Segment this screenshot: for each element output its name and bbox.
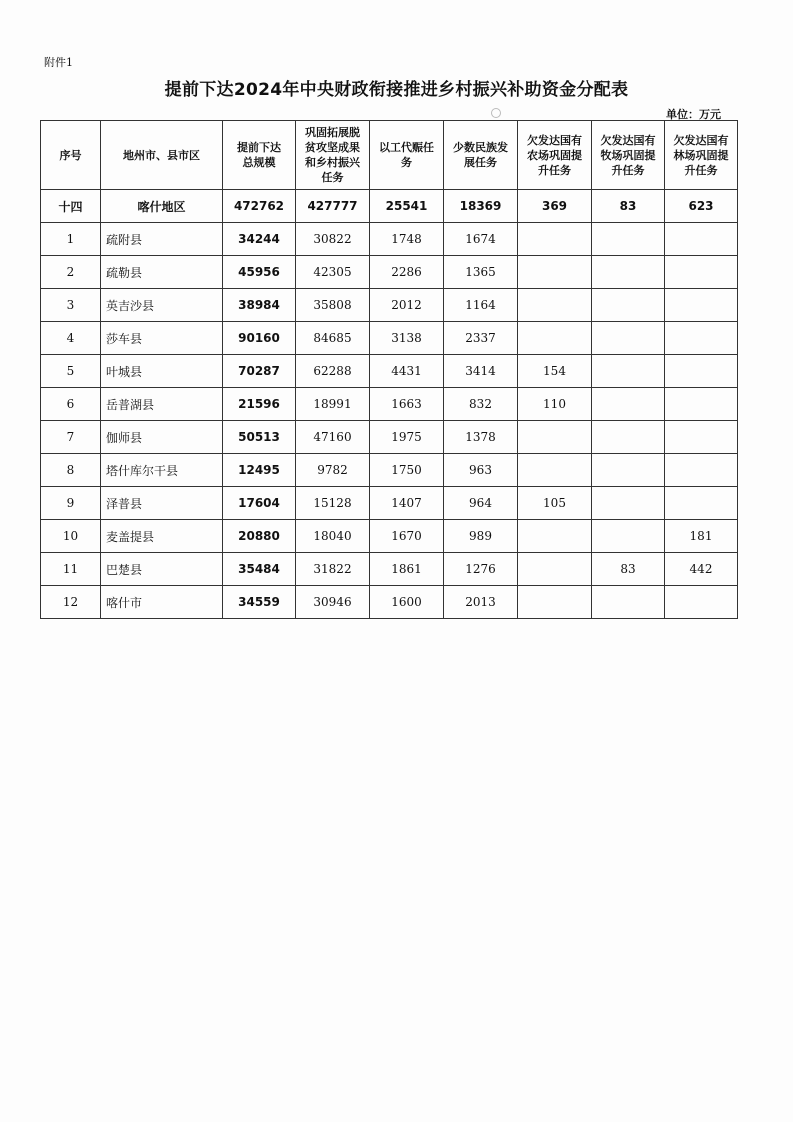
row-consolidate: 35808 [296, 289, 370, 322]
row-pasture [592, 355, 665, 388]
row-index: 1 [41, 223, 101, 256]
total-pasture: 83 [592, 190, 665, 223]
row-pasture: 83 [592, 553, 665, 586]
row-work-relief: 1975 [370, 421, 444, 454]
row-region: 疏勒县 [101, 256, 223, 289]
row-farm [518, 256, 592, 289]
row-pasture [592, 421, 665, 454]
row-minority: 964 [444, 487, 518, 520]
row-consolidate: 9782 [296, 454, 370, 487]
row-index: 7 [41, 421, 101, 454]
row-pasture [592, 388, 665, 421]
row-consolidate: 84685 [296, 322, 370, 355]
row-total: 35484 [223, 553, 296, 586]
table-row [41, 520, 738, 553]
row-region: 叶城县 [101, 355, 223, 388]
row-index: 8 [41, 454, 101, 487]
row-pasture [592, 487, 665, 520]
row-farm [518, 553, 592, 586]
row-region: 喀什市 [101, 586, 223, 619]
row-total: 45956 [223, 256, 296, 289]
total-row [41, 190, 738, 223]
row-pasture [592, 454, 665, 487]
row-work-relief: 1600 [370, 586, 444, 619]
row-total: 12495 [223, 454, 296, 487]
row-total: 21596 [223, 388, 296, 421]
row-consolidate: 18040 [296, 520, 370, 553]
row-forest [665, 586, 738, 619]
table-row [41, 322, 738, 355]
row-region: 岳普湖县 [101, 388, 223, 421]
row-total: 90160 [223, 322, 296, 355]
attachment-label: 附件1 [44, 56, 73, 69]
row-work-relief: 1407 [370, 487, 444, 520]
row-index: 4 [41, 322, 101, 355]
row-region: 莎车县 [101, 322, 223, 355]
row-total: 34559 [223, 586, 296, 619]
table-row [41, 256, 738, 289]
total-forest: 623 [665, 190, 738, 223]
header-row [41, 121, 738, 190]
row-work-relief: 1748 [370, 223, 444, 256]
header-farm: 欠发达国有农场巩固提升任务 [518, 121, 592, 190]
row-minority: 989 [444, 520, 518, 553]
row-work-relief: 2286 [370, 256, 444, 289]
row-minority: 1378 [444, 421, 518, 454]
row-pasture [592, 520, 665, 553]
row-forest [665, 355, 738, 388]
row-region: 巴楚县 [101, 553, 223, 586]
header-forest: 欠发达国有林场巩固提升任务 [665, 121, 738, 190]
row-minority: 3414 [444, 355, 518, 388]
row-forest [665, 256, 738, 289]
total-amount: 472762 [223, 190, 296, 223]
row-minority: 1164 [444, 289, 518, 322]
row-index: 11 [41, 553, 101, 586]
row-minority: 963 [444, 454, 518, 487]
row-index: 12 [41, 586, 101, 619]
total-farm: 369 [518, 190, 592, 223]
row-consolidate: 42305 [296, 256, 370, 289]
row-pasture [592, 223, 665, 256]
row-consolidate: 30822 [296, 223, 370, 256]
row-minority: 1674 [444, 223, 518, 256]
row-minority: 2013 [444, 586, 518, 619]
row-forest [665, 223, 738, 256]
row-minority: 1365 [444, 256, 518, 289]
row-consolidate: 31822 [296, 553, 370, 586]
row-work-relief: 1663 [370, 388, 444, 421]
header-index: 序号 [41, 121, 101, 190]
row-work-relief: 3138 [370, 322, 444, 355]
row-minority: 1276 [444, 553, 518, 586]
row-consolidate: 18991 [296, 388, 370, 421]
row-total: 70287 [223, 355, 296, 388]
header-pasture: 欠发达国有牧场巩固提升任务 [592, 121, 665, 190]
row-region: 麦盖提县 [101, 520, 223, 553]
row-work-relief: 4431 [370, 355, 444, 388]
row-forest [665, 322, 738, 355]
row-work-relief: 1861 [370, 553, 444, 586]
total-consolidate: 427777 [296, 190, 370, 223]
scan-mark [491, 108, 501, 118]
table-row [41, 289, 738, 322]
table-row [41, 388, 738, 421]
table-row [41, 421, 738, 454]
row-forest [665, 487, 738, 520]
row-minority: 2337 [444, 322, 518, 355]
row-pasture [592, 256, 665, 289]
row-farm: 105 [518, 487, 592, 520]
row-pasture [592, 289, 665, 322]
row-farm [518, 520, 592, 553]
table-row [41, 454, 738, 487]
row-region: 伽师县 [101, 421, 223, 454]
row-total: 20880 [223, 520, 296, 553]
row-pasture [592, 586, 665, 619]
row-index: 9 [41, 487, 101, 520]
row-index: 2 [41, 256, 101, 289]
row-work-relief: 2012 [370, 289, 444, 322]
total-index: 十四 [41, 190, 101, 223]
row-farm [518, 586, 592, 619]
unit-label: 单位：万元 [666, 108, 721, 121]
row-consolidate: 47160 [296, 421, 370, 454]
header-work-relief: 以工代赈任务 [370, 121, 444, 190]
allocation-table [40, 120, 738, 619]
row-consolidate: 30946 [296, 586, 370, 619]
row-work-relief: 1670 [370, 520, 444, 553]
row-consolidate: 15128 [296, 487, 370, 520]
row-total: 50513 [223, 421, 296, 454]
table-row [41, 355, 738, 388]
table-row [41, 487, 738, 520]
row-forest [665, 289, 738, 322]
row-index: 3 [41, 289, 101, 322]
row-farm [518, 421, 592, 454]
row-forest: 442 [665, 553, 738, 586]
header-minority: 少数民族发展任务 [444, 121, 518, 190]
row-index: 5 [41, 355, 101, 388]
row-index: 6 [41, 388, 101, 421]
row-pasture [592, 322, 665, 355]
row-forest: 181 [665, 520, 738, 553]
document-title: 提前下达2024年中央财政衔接推进乡村振兴补助资金分配表 [164, 80, 629, 100]
header-total: 提前下达总规模 [223, 121, 296, 190]
table-row [41, 553, 738, 586]
header-region: 地州市、县市区 [101, 121, 223, 190]
row-work-relief: 1750 [370, 454, 444, 487]
row-farm [518, 454, 592, 487]
row-farm [518, 223, 592, 256]
row-region: 泽普县 [101, 487, 223, 520]
row-total: 17604 [223, 487, 296, 520]
total-work-relief: 25541 [370, 190, 444, 223]
row-farm [518, 322, 592, 355]
row-total: 34244 [223, 223, 296, 256]
row-region: 疏附县 [101, 223, 223, 256]
row-region: 塔什库尔干县 [101, 454, 223, 487]
header-consolidate: 巩固拓展脱贫攻坚成果和乡村振兴任务 [296, 121, 370, 190]
row-farm: 110 [518, 388, 592, 421]
row-total: 38984 [223, 289, 296, 322]
row-consolidate: 62288 [296, 355, 370, 388]
row-index: 10 [41, 520, 101, 553]
row-forest [665, 454, 738, 487]
total-region: 喀什地区 [101, 190, 223, 223]
row-forest [665, 421, 738, 454]
total-minority: 18369 [444, 190, 518, 223]
row-farm: 154 [518, 355, 592, 388]
row-farm [518, 289, 592, 322]
row-minority: 832 [444, 388, 518, 421]
table-row [41, 223, 738, 256]
table-row [41, 586, 738, 619]
row-region: 英吉沙县 [101, 289, 223, 322]
row-forest [665, 388, 738, 421]
